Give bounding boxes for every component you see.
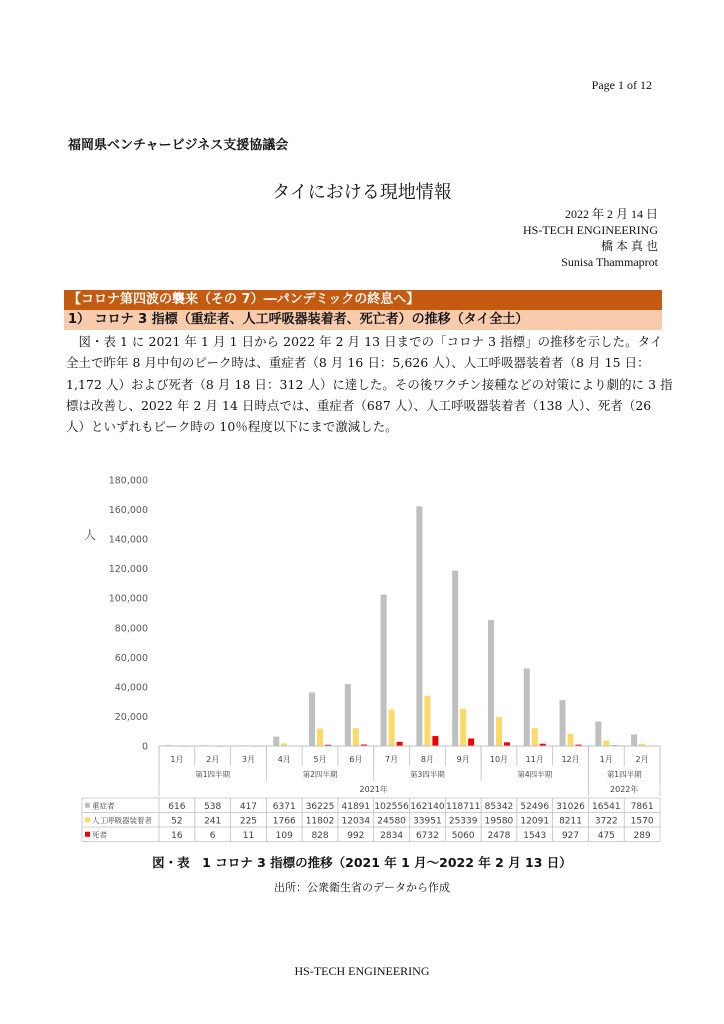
data-label: 12034 [341, 816, 371, 827]
body-paragraph [66, 331, 673, 437]
data-label: 102556 [374, 801, 409, 812]
legend-key [85, 803, 90, 808]
bar-ventilator [353, 728, 359, 746]
quarter-label: 第1四半期 [606, 770, 642, 779]
bar-ventilator [460, 709, 466, 746]
document-meta [523, 206, 658, 270]
y-tick-label: 0 [141, 741, 148, 753]
bar-ventilator [532, 728, 538, 746]
data-label: 6371 [272, 801, 296, 812]
x-tick-label: 2月 [206, 755, 220, 764]
bar-severe [524, 668, 530, 746]
x-tick-label: 4月 [277, 755, 291, 764]
year-label: 2022年 [610, 785, 639, 794]
bar-severe [381, 594, 387, 746]
data-label: 1570 [630, 816, 654, 827]
data-label: 289 [633, 830, 651, 841]
data-label: 2478 [487, 830, 511, 841]
page-title: タイにおける現地情報 [272, 182, 452, 203]
paragraph-line: 1,172 人）および死者（8 月 18 日：312 人）に達した。その後ワクチン接種などの対策により劇的に 3 指 [66, 376, 673, 392]
data-label: 33951 [413, 816, 442, 827]
data-label: 828 [311, 830, 329, 841]
data-label: 3722 [594, 816, 618, 827]
section-subheading: 1） コロナ 3 指標（重症者、人工呼吸器装着者、死亡者）の推移（タイ全土） [64, 310, 662, 330]
bar-severe [345, 684, 351, 746]
x-tick-label: 7月 [385, 755, 399, 764]
y-tick-label: 80,000 [114, 623, 148, 635]
data-label: 1766 [272, 816, 296, 827]
meta-author-1: 橋 本 真 也 [600, 239, 658, 253]
y-tick-label: 140,000 [108, 534, 148, 546]
paragraph-line: 全土で昨年 8 月中旬のピーク時は、重症者（8 月 16 日：5,626 人）、人工呼吸器装着者（8 月 15 日： [66, 355, 650, 371]
bar-severe [452, 571, 458, 746]
paragraph-line: 図・表 1 に 2021 年 1 月 1 日から 2022 年 2 月 13 日までの「コロナ 3 指標」の推移を示した。タイ [66, 334, 663, 349]
page-number: Page 1 of 12 [591, 78, 652, 92]
bar-ventilator [568, 734, 574, 746]
bar-death [432, 736, 438, 746]
data-label: 417 [239, 801, 258, 812]
y-tick-label: 60,000 [114, 652, 148, 664]
data-label: 16541 [592, 801, 621, 812]
data-label: 6 [209, 830, 216, 841]
data-label: 118711 [445, 801, 481, 812]
year-label: 2021年 [359, 785, 388, 794]
bar-ventilator [496, 717, 502, 746]
covid-indicators-chart [64, 466, 664, 841]
data-label: 2834 [380, 830, 404, 841]
meta-author-2: Sunisa Thammaprot [561, 255, 658, 269]
data-label: 52 [171, 816, 183, 827]
x-tick-label: 10月 [489, 755, 509, 764]
x-tick-label: 1月 [170, 755, 184, 764]
meta-company: HS-TECH ENGINEERING [523, 223, 658, 237]
bar-ventilator [317, 729, 323, 746]
bar-severe [560, 700, 566, 746]
data-label: 475 [597, 830, 615, 841]
data-label: 616 [168, 801, 186, 812]
data-label: 992 [347, 830, 365, 841]
legend-key [85, 832, 90, 837]
page-footer: HS-TECH ENGINEERING [294, 964, 430, 978]
data-label: 109 [275, 830, 293, 841]
data-label: 41891 [341, 801, 371, 812]
quarter-label: 第2四半期 [302, 770, 338, 779]
quarter-label: 第3四半期 [410, 770, 445, 779]
x-tick-label: 11月 [525, 755, 544, 764]
x-tick-label: 2月 [635, 755, 649, 764]
quarter-label: 第1四半期 [195, 770, 231, 779]
data-label: 11802 [305, 816, 335, 827]
data-label: 7861 [630, 801, 654, 812]
data-label: 8211 [559, 816, 582, 827]
data-label: 241 [204, 816, 222, 827]
data-label: 16 [171, 830, 183, 841]
data-label: 85342 [484, 801, 514, 812]
bar-severe [273, 737, 279, 746]
data-label: 24580 [377, 816, 406, 827]
legend-key [85, 817, 90, 822]
x-tick-label: 3月 [241, 755, 256, 764]
y-tick-label: 180,000 [108, 475, 148, 487]
bar-severe [416, 506, 422, 746]
bar-death [504, 742, 510, 746]
data-label: 538 [204, 801, 222, 812]
bar-severe [309, 692, 315, 746]
data-label: 36225 [305, 801, 335, 812]
legend-label: 死者 [92, 830, 107, 840]
figure-source: 出所：公衆衛生省のデータから作成 [274, 881, 450, 894]
bar-severe [488, 620, 494, 746]
x-tick-label: 8月 [420, 755, 434, 764]
y-axis-label: 人 [84, 528, 97, 542]
section-heading: 【コロナ第四波の襲来（その 7）―パンデミックの終息へ】 [64, 290, 662, 310]
x-tick-label: 6月 [349, 755, 363, 764]
bar-ventilator [603, 740, 609, 746]
x-tick-label: 9月 [456, 755, 470, 764]
bar-severe [595, 722, 601, 746]
data-label: 31026 [556, 801, 585, 812]
data-label: 6732 [415, 830, 439, 841]
legend-label: 人工呼吸器装着者 [92, 815, 152, 825]
bar-death [468, 739, 474, 746]
organization-name: 福岡県ベンチャービジネス支援協議会 [68, 138, 289, 153]
bar-ventilator [424, 696, 430, 746]
x-tick-label: 1月 [599, 755, 613, 764]
bar-severe [631, 734, 637, 746]
y-tick-label: 160,000 [108, 505, 148, 517]
data-label: 19580 [484, 816, 514, 827]
meta-date: 2022 年 2 月 14 日 [564, 207, 658, 221]
y-tick-label: 100,000 [108, 593, 148, 605]
figure-caption: 図・表 1 コロナ 3 指標の推移（2021 年 1 月～2022 年 2 月 13 日） [152, 855, 572, 870]
data-label: 52496 [520, 801, 550, 812]
data-label: 162140 [410, 801, 445, 812]
y-tick-label: 20,000 [114, 711, 148, 723]
y-tick-label: 40,000 [114, 682, 148, 694]
legend-label: 重症者 [92, 801, 115, 811]
data-label: 1543 [523, 830, 547, 841]
y-tick-label: 120,000 [108, 564, 148, 576]
bar-ventilator [389, 710, 395, 746]
x-tick-label: 12月 [561, 755, 580, 764]
paragraph-line: 標は改善し、2022 年 2 月 14 日時点では、重症者（687 人）、人工呼吸器装着者（138 人）、死者（26 [66, 397, 652, 413]
data-label: 25339 [448, 816, 478, 827]
data-label: 12091 [520, 816, 550, 827]
data-label: 5060 [451, 830, 475, 841]
quarter-label: 第4四半期 [517, 770, 553, 779]
data-label: 225 [239, 816, 258, 827]
data-label: 927 [561, 830, 580, 841]
bar-death [397, 742, 403, 746]
x-tick-label: 5月 [313, 755, 327, 764]
data-label: 11 [242, 830, 255, 841]
paragraph-line: 人）といずれもピーク時の 10％程度以下にまで激減した。 [66, 419, 398, 435]
